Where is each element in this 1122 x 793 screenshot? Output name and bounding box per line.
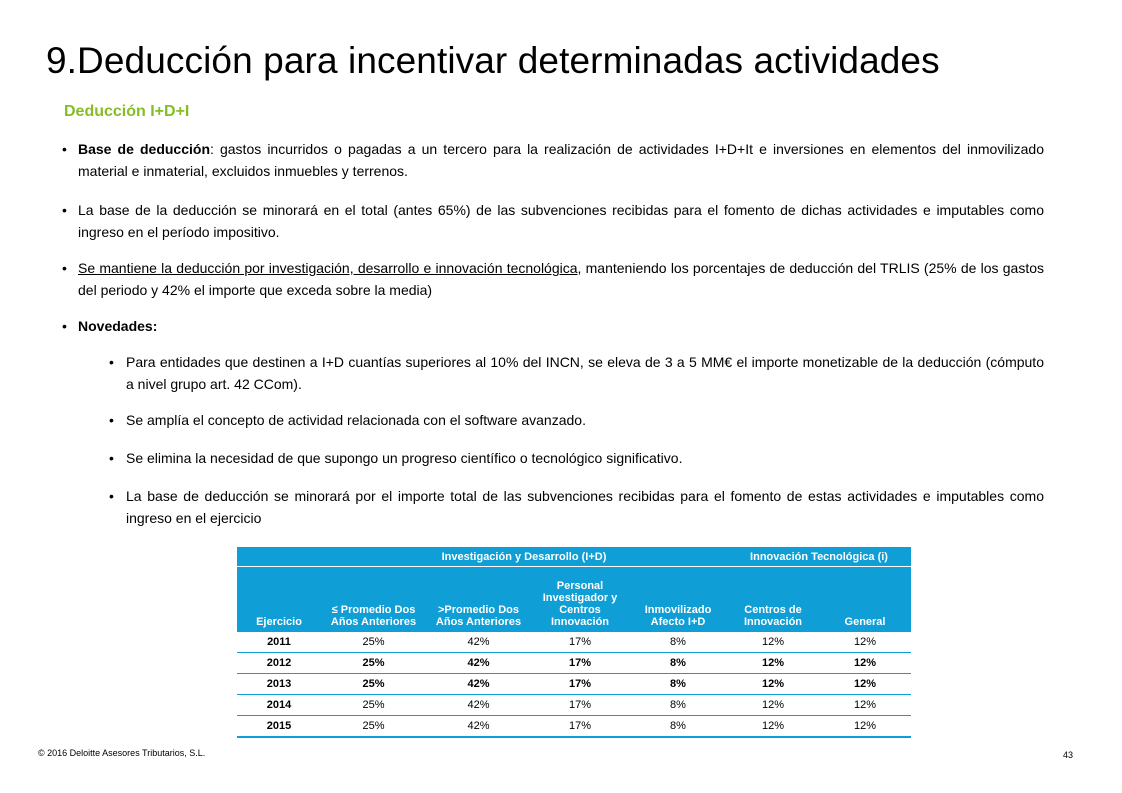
table-column-header: Ejercicio	[237, 567, 321, 633]
bullet-base-deduccion	[62, 138, 1045, 182]
table-group-header-id: Investigación y Desarrollo (I+D)	[321, 547, 727, 567]
table-cell: 8%	[629, 695, 727, 716]
table-cell: 8%	[629, 716, 727, 738]
deduction-rates-table	[237, 547, 911, 738]
table-cell-year: 2014	[237, 695, 321, 716]
table-cell: 12%	[727, 716, 819, 738]
table-row	[237, 716, 911, 738]
sub-bullet-progreso	[109, 447, 1044, 469]
page-number: 43	[1063, 750, 1074, 760]
table-cell: 17%	[531, 716, 629, 738]
table-row	[237, 674, 911, 695]
table-cell: 8%	[629, 674, 727, 695]
table-cell: 42%	[426, 695, 531, 716]
table-cell: 25%	[321, 716, 426, 738]
table-column-header: General	[819, 567, 911, 633]
table-cell: 12%	[727, 695, 819, 716]
table-group-header-row	[237, 547, 911, 567]
table-column-header: Personal Investigador y Centros Innovación	[531, 567, 629, 633]
sub-bullet-text: La base de deducción se minorará por el importe total de las subvenciones recibidas para el fomento de estas actividades e imputables como ingreso en el ejercicio	[126, 488, 1044, 526]
table-group-header-it: Innovación Tecnológica (i)	[727, 547, 911, 567]
bullet-dot: •	[109, 412, 114, 428]
bullet-dot: •	[109, 450, 114, 466]
bullet-dot: •	[62, 141, 67, 157]
table-cell: 42%	[426, 674, 531, 695]
table-cell: 25%	[321, 674, 426, 695]
table-cell-year: 2013	[237, 674, 321, 695]
table-cell: 12%	[819, 653, 911, 674]
bullet-dot: •	[109, 354, 114, 370]
bullet-dot: •	[62, 318, 67, 334]
table-row	[237, 653, 911, 674]
page-title: 9.Deducción para incentivar determinadas actividades	[46, 40, 940, 81]
bullet-novedades	[62, 315, 1044, 337]
table-cell: 17%	[531, 632, 629, 653]
table-cell: 12%	[819, 674, 911, 695]
table-cell: 17%	[531, 674, 629, 695]
table-column-header: Inmovilizado Afecto I+D	[629, 567, 727, 633]
bullet-text: : gastos incurridos o pagadas a un tercero para la realización de actividades I+D+It e inversiones en elementos del inmovilizado material e inmaterial, excluidos inmuebles y terrenos.	[78, 141, 1045, 179]
sub-bullet-text: Se elimina la necesidad de que supongo un progreso científico o tecnológico significativo.	[126, 450, 683, 466]
table-cell: 12%	[819, 716, 911, 738]
bullet-dot: •	[62, 202, 67, 218]
table-row	[237, 632, 911, 653]
footer-copyright: © 2016 Deloitte Asesores Tributarios, S.L.	[38, 748, 206, 758]
bullet-text: La base de la deducción se minorará en el total (antes 65%) de las subvenciones recibidas para el fomento de dichas actividades e imputables como ingreso en el período impositivo.	[78, 202, 1044, 240]
bullet-dot: •	[62, 260, 67, 276]
table-cell-year: 2015	[237, 716, 321, 738]
bullet-text: , manteniendo los porcentajes de deducción del TRLIS (25% de los gastos del periodo y 42% el importe que exceda sobre la media)	[78, 260, 1044, 298]
table-cell: 42%	[426, 716, 531, 738]
table-cell: 42%	[426, 653, 531, 674]
bullet-mantiene-deduccion	[62, 257, 1044, 301]
table-column-header: ≤ Promedio Dos Años Anteriores	[321, 567, 426, 633]
table-cell-year: 2012	[237, 653, 321, 674]
bullet-minoracion	[62, 199, 1044, 243]
table-column-header: >Promedio Dos Años Anteriores	[426, 567, 531, 633]
table-cell: 8%	[629, 653, 727, 674]
table-cell: 42%	[426, 632, 531, 653]
sub-bullet-text: Se amplía el concepto de actividad relacionada con el software avanzado.	[126, 412, 586, 428]
table-cell: 12%	[819, 632, 911, 653]
table-cell: 17%	[531, 695, 629, 716]
sub-bullet-monetizable	[109, 351, 1044, 395]
table-column-header: Centros de Innovación	[727, 567, 819, 633]
table-cell-year: 2011	[237, 632, 321, 653]
bullet-strong-text: Novedades:	[78, 318, 158, 334]
table-cell: 25%	[321, 632, 426, 653]
sub-bullet-text: Para entidades que destinen a I+D cuantías superiores al 10% del INCN, se eleva de 3 a 5 MM€ el importe monetizable de la deducción (cómputo a nivel grupo art. 42 CCom).	[126, 354, 1044, 392]
table-cell: 12%	[727, 632, 819, 653]
bullet-underlined-text: Se mantiene la deducción por investigación, desarrollo e innovación tecnológica	[78, 260, 578, 276]
table-cell: 17%	[531, 653, 629, 674]
table-cell: 12%	[819, 695, 911, 716]
table-column-header-row	[237, 567, 911, 633]
table-cell: 12%	[727, 653, 819, 674]
table-cell: 8%	[629, 632, 727, 653]
table-cell: 12%	[727, 674, 819, 695]
section-subtitle: Deducción I+D+I	[64, 103, 190, 120]
bullet-dot: •	[109, 488, 114, 504]
table-cell: 25%	[321, 695, 426, 716]
table-header-empty	[237, 547, 321, 567]
table-cell: 25%	[321, 653, 426, 674]
bullet-strong-text: Base de deducción	[78, 141, 210, 157]
sub-bullet-subvenciones	[109, 485, 1044, 529]
table-row	[237, 695, 911, 716]
sub-bullet-software	[109, 409, 1044, 431]
